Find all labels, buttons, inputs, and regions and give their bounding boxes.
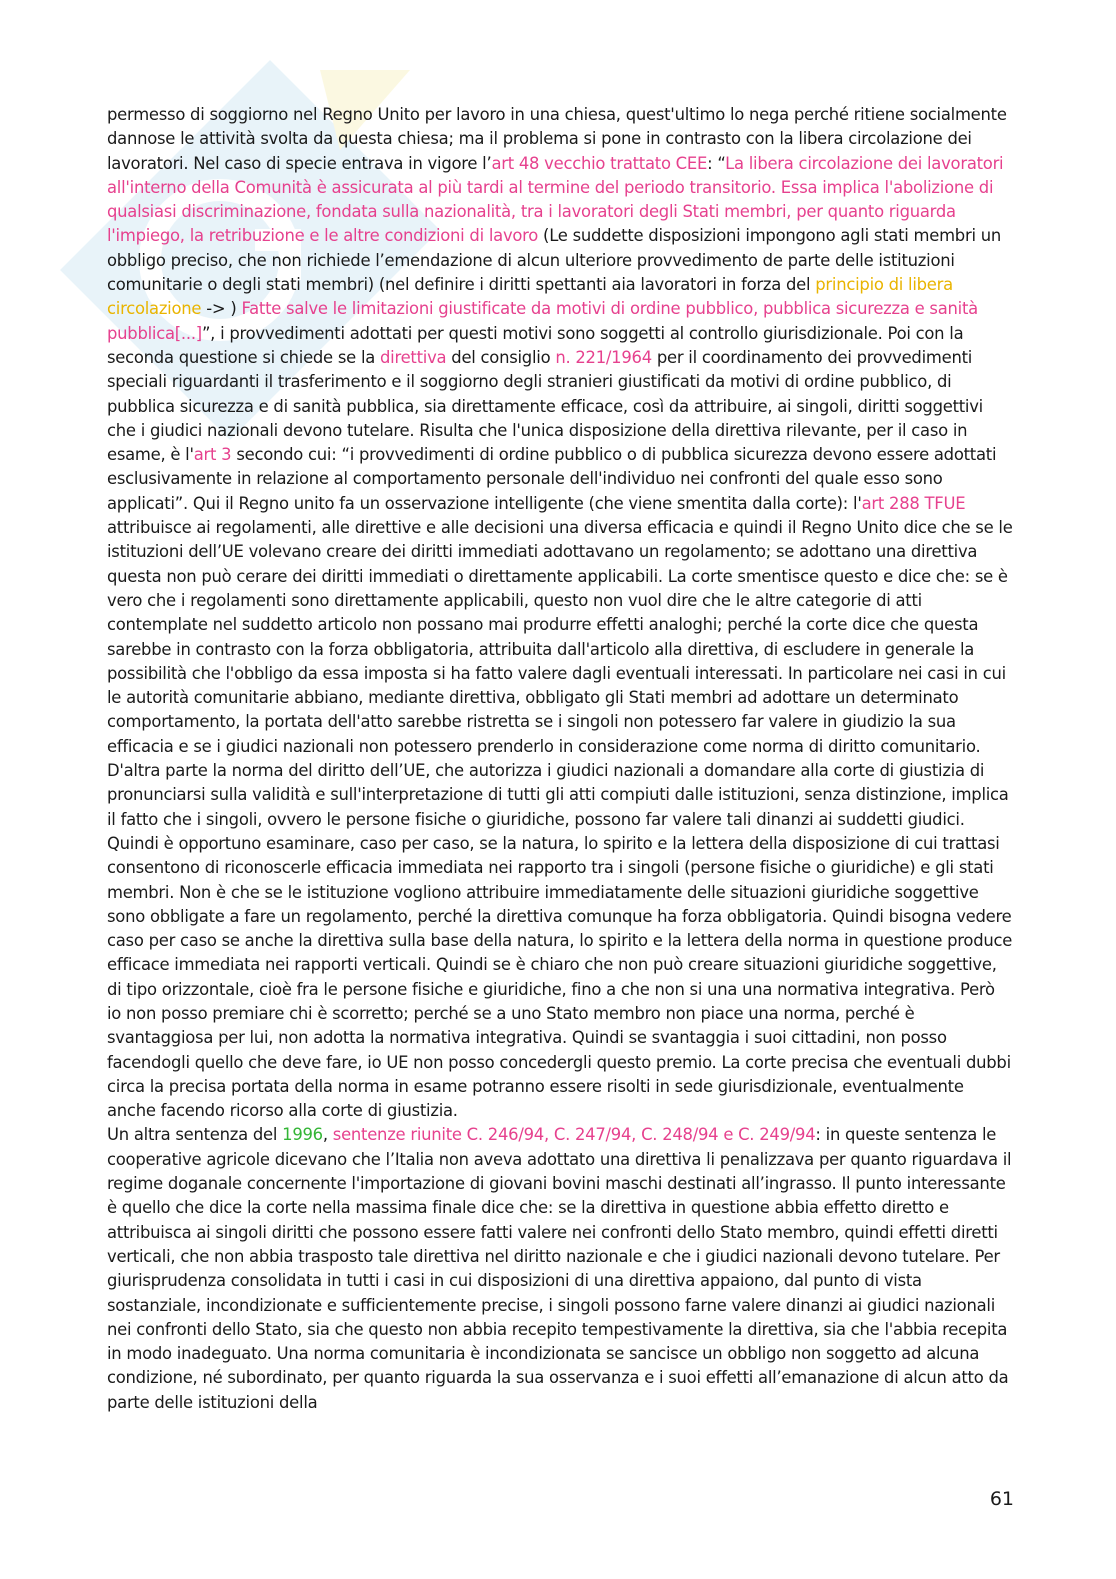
- paragraph-1: [107, 103, 1013, 1123]
- highlight-article-reference: art 48 vecchio trattato CEE: [491, 153, 708, 173]
- text-run: secondo cui: “i provvedimenti di ordine pubblico o di pubblica sicurezza devono essere adottati esclusivamente in relazione al comportamento personale dell'individuo nei confronti del quale esso sono applicati”. Qui il Regno unito fa un osservazione intelligente (che viene smentita dalla corte): l': [107, 445, 997, 513]
- highlight-article-reference: art 288 TFUE: [861, 493, 966, 513]
- text-run: : “: [707, 153, 726, 173]
- highlight-quotation: Fatte salve le limitazioni giustificate da motivi di ordine pubblico, pubblica sicurezza e sanità pubblica[...]: [107, 299, 978, 343]
- highlight-principle: principio di libera circolazione: [107, 275, 953, 319]
- text-run: ,: [322, 1125, 333, 1145]
- text-run: Un altra sentenza del: [107, 1125, 283, 1145]
- text-run: attribuisce ai regolamenti, alle direttive e alle decisioni una diversa efficacia e quindi il Regno Unito dice che se le istituzioni dell’UE volevano creare dei diritti immediati adottavano un regolamento; se adottano una direttiva questa non può cerare dei diritti immediati o direttamente applicabili. La corte smentisce questo e dice che: se è vero che i regolamenti sono direttamente applicabili, questo non vuol dire che le altre categorie di atti contemplate nel suddetto articolo non possano mai produrre effetti analoghi; perché la corte dice che questa sarebbe in contrasto con la forza obbligatoria, attribuita dall'articolo alla direttiva, di escludere in generale la possibilità che l'obbligo da essa imposta si ha fatto valere dagli eventuali interessati. In particolare nei casi in cui le autorità comunitarie abbiano, mediante direttiva, obbligato gli Stati membri ad adottare un determinato comportamento, la portata dell'atto sarebbe ristretta se i singoli non potessero far valere in giudizio la sua efficacia e se i giudici nazionali non potessero prenderlo in considerazione come norma di diritto comunitario. D'altra parte la norma del diritto dell’UE, che autorizza i giudici nazionali a domandare alla corte di giustizia di pronunciarsi sulla validità e sull'interpretazione di tutti gli atti compiuti dalle istituzioni, senza distinzione, implica il fatto che i singoli, ovvero le persone fisiche o giuridiche, possono far valere tali dinanzi ai suddetti giudici. Quindi è opportuno esaminare, caso per caso, se la natura, lo spirito e la lettera della disposizione di cui trattasi consentono di riconoscerle efficacia immediata nei rapporto tra i singoli (persone fisiche o giuridiche) e gli stati membri. Non è che se le istituzione vogliono attribuire immediatamente delle situazioni giuridiche soggettive sono obbligate a fare un regolamento, perché la direttiva comunque ha forza obbligatoria. Quindi bisogna vedere caso per caso se anche la direttiva sulla base della natura, lo spirito e la lettera della norma in questione produce efficace immediata nei rapporti verticali. Quindi se è chiaro che non può creare situazioni giuridiche soggettive, di tipo orizzontale, cioè fra le persone fisiche e giuridiche, fino a che non si una una normativa integrativa. Però io non posso premiare chi è scorretto; perché se a uno Stato membro non piace una norma, perché è svantaggiosa per lui, non adotta la normativa integrativa. Quindi se svantaggia i suoi cittadini, non posso facendogli quello che deve fare, io UE non posso concedergli questo premio. La corte precisa che eventuali dubbi circa la precisa portata della norma in esame potranno essere risolti in sede giurisdizionale, eventualmente anche facendo ricorso alla corte di giustizia.: [107, 518, 1013, 1121]
- text-run: -> ): [201, 299, 242, 319]
- page-number: 61: [989, 1488, 1014, 1510]
- text-run: (Le suddette disposizioni impongono agli stati membri un obbligo preciso, che non richiede l’emendazione di alcun ulteriore provvedimento de parte delle istituzioni comunitarie o degli stati membri) (nel definire i diritti spettanti aia lavoratori in forza del: [107, 226, 1001, 295]
- text-run: per il coordinamento dei provvedimenti speciali riguardanti il trasferimento e il soggiorno degli stranieri giustificati da motivi di ordine pubblico, di pubblica sicurezza e di sanità pubblica, sia direttamente efficace, così da attribuire, ai singoli, diritti soggettivi che i giudici nazionali devono tutelare. Risulta che l'unica disposizione della direttiva rilevante, per il caso in esame, è l': [107, 347, 983, 465]
- highlight-article-reference: art 3: [193, 445, 232, 465]
- text-run: del consiglio: [446, 347, 556, 367]
- text-run: ”, i provvedimenti adottati per questi motivi sono soggetti al controllo giurisdizionale. Poi con la seconda questione si chiede se la: [107, 323, 964, 367]
- paragraph-2: [107, 1123, 1013, 1415]
- highlight-term: direttiva: [380, 347, 447, 367]
- highlight-case-reference: sentenze riunite C. 246/94, C. 247/94, C. 248/94 e C. 249/94: [332, 1125, 816, 1145]
- highlight-directive-number: n. 221/1964: [555, 347, 652, 367]
- highlight-quotation: La libera circolazione dei lavoratori all'interno della Comunità è assicurata al più tardi al termine del periodo transitorio. Essa implica l'abolizione di qualsiasi discriminazione, fondata sulla nazionalità, tra i lavoratori degli Stati membri, per quanto riguarda l'impiego, la retribuzione e le altre condizioni di lavoro: [107, 153, 1004, 246]
- document-body: [107, 103, 1013, 1415]
- text-run: : in queste sentenza le cooperative agricole dicevano che l’Italia non aveva adottato una direttiva li penalizzava per quanto riguardava il regime doganale concernente l'importazione di giovani bovini maschi destinati all’ingrasso. Il punto interessante è quello che dice la corte nella massima finale dice che: se la direttiva in questione abbia effetto diretto e attribuisca ai singoli diritti che possono essere fatti valere nei confronti dello Stato membro, quindi effetti diretti verticali, che non abbia trasposto tale direttiva nel diritto nazionale e che i giudici nazionali devono tutelare. Per giurisprudenza consolidata in tutti i casi in cui disposizioni di una direttiva appaiono, dal punto di vista sostanziale, incondizionate e sufficientemente precise, i singoli possono farne valere dinanzi ai giudici nazionali nei confronti dello Stato, sia che questo non abbia recepito tempestivamente la direttiva, sia che l'abbia recepita in modo inadeguato. Una norma comunitaria è incondizionata se sancisce un obbligo non soggetto ad alcuna condizione, né subordinato, per quanto riguarda la sua osservanza e i suoi effetti all’emanazione di alcun atto da parte delle istituzioni della: [107, 1125, 1012, 1412]
- highlight-year: 1996: [282, 1125, 323, 1145]
- text-run: permesso di soggiorno nel Regno Unito per lavoro in una chiesa, quest'ultimo lo nega perché ritiene socialmente dannose le attività svolta da questa chiesa; ma il problema si pone in contrasto con la libera circolazione dei lavoratori. Nel caso di specie entrava in vigore l’: [107, 105, 1007, 173]
